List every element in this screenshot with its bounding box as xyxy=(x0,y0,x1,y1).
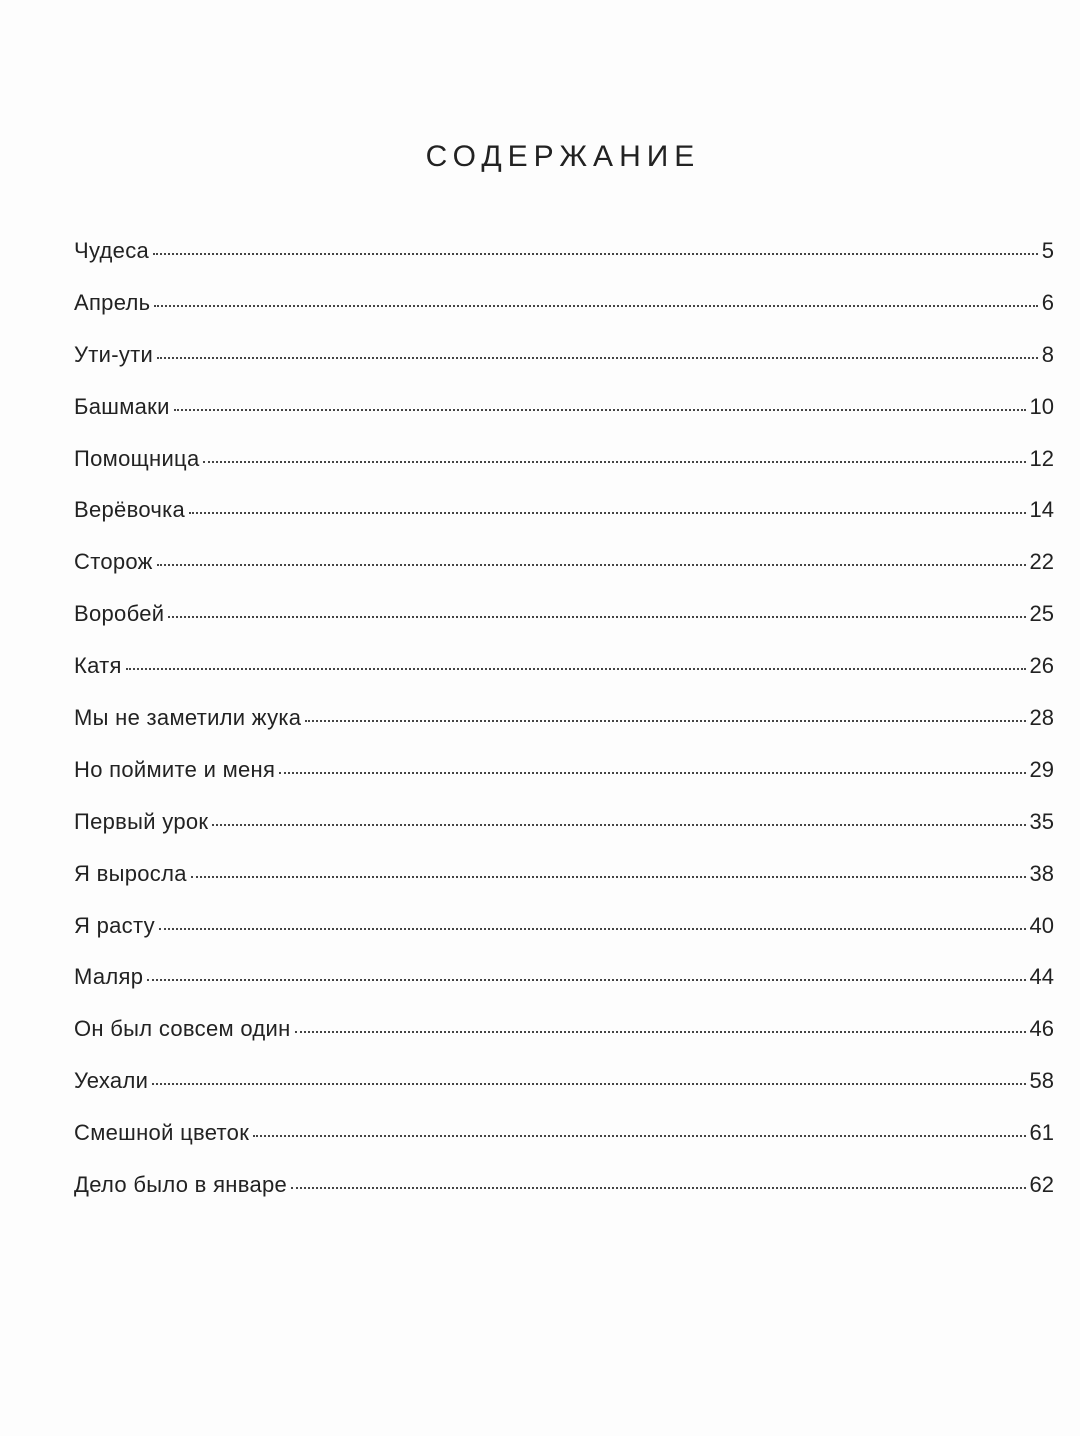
dot-leader xyxy=(157,357,1038,359)
toc-entry-title: Мы не заметили жука xyxy=(74,705,302,731)
toc-entry-title: Уехали xyxy=(74,1068,149,1094)
dot-leader xyxy=(152,1083,1025,1085)
toc-entry-title: Ути-ути xyxy=(74,341,154,367)
toc-entry-page: 26 xyxy=(1029,653,1054,679)
toc-entry xyxy=(74,653,1054,705)
dot-leader xyxy=(295,1031,1026,1033)
toc-entry xyxy=(74,1120,1054,1172)
toc-entry-title: Помощница xyxy=(74,445,200,471)
dot-leader xyxy=(168,616,1025,618)
dot-leader xyxy=(154,305,1037,307)
toc-entry-page: 38 xyxy=(1029,860,1054,886)
toc-entry xyxy=(74,601,1054,653)
toc-entry-page: 46 xyxy=(1029,1016,1054,1042)
toc-entry-page: 5 xyxy=(1041,238,1054,263)
table-of-contents xyxy=(74,238,1054,1224)
toc-entry xyxy=(74,446,1054,498)
page-title: СОДЕРЖАНИЕ xyxy=(425,140,701,173)
toc-entry xyxy=(74,705,1054,757)
toc-entry xyxy=(74,549,1054,601)
toc-entry xyxy=(74,913,1054,965)
toc-entry-title: Он был совсем один xyxy=(74,1016,291,1042)
dot-leader xyxy=(203,461,1025,463)
toc-entry xyxy=(74,861,1054,913)
toc-entry-page: 58 xyxy=(1029,1068,1054,1094)
toc-entry xyxy=(74,809,1054,861)
dot-leader xyxy=(159,928,1026,930)
toc-entry-title: Башмаки xyxy=(74,393,170,419)
toc-entry-title: Я расту xyxy=(74,912,155,938)
toc-entry-title: Сторож xyxy=(74,549,153,575)
toc-entry-page: 14 xyxy=(1029,497,1054,523)
toc-entry-page: 40 xyxy=(1029,912,1054,938)
dot-leader xyxy=(305,720,1025,722)
toc-entry xyxy=(74,1016,1054,1068)
toc-entry-title: Смешной цветок xyxy=(74,1120,250,1146)
toc-entry xyxy=(74,238,1054,290)
toc-entry xyxy=(74,394,1054,446)
toc-entry-title: Апрель xyxy=(74,289,151,315)
dot-leader xyxy=(191,876,1026,878)
dot-leader xyxy=(291,1187,1025,1189)
toc-entry xyxy=(74,290,1054,342)
toc-entry-page: 12 xyxy=(1029,445,1054,471)
toc-entry-page: 25 xyxy=(1029,601,1054,627)
toc-entry-title: Дело было в январе xyxy=(74,1172,288,1198)
toc-entry-title: Воробей xyxy=(74,601,165,627)
dot-leader xyxy=(147,979,1025,981)
toc-entry-page: 8 xyxy=(1041,341,1054,367)
toc-entry-title: Первый урок xyxy=(74,808,209,834)
toc-entry xyxy=(74,1172,1054,1224)
toc-entry-title: Но поймите и меня xyxy=(74,756,276,782)
toc-entry-page: 10 xyxy=(1029,393,1054,419)
toc-entry-page: 28 xyxy=(1029,705,1054,731)
toc-entry xyxy=(74,497,1054,549)
dot-leader xyxy=(253,1135,1025,1137)
toc-entry-page: 62 xyxy=(1029,1172,1054,1198)
toc-entry-page: 44 xyxy=(1029,964,1054,990)
dot-leader xyxy=(153,253,1038,255)
toc-entry-page: 35 xyxy=(1029,808,1054,834)
toc-entry xyxy=(74,964,1054,1016)
dot-leader xyxy=(157,564,1026,566)
toc-entry-page: 22 xyxy=(1029,549,1054,575)
toc-entry-page: 6 xyxy=(1041,289,1054,315)
dot-leader xyxy=(189,512,1025,514)
dot-leader xyxy=(126,668,1026,670)
toc-entry xyxy=(74,757,1054,809)
dot-leader xyxy=(279,772,1025,774)
toc-entry-title: Чудеса xyxy=(74,238,150,263)
dot-leader xyxy=(174,409,1026,411)
toc-entry-title: Я выросла xyxy=(74,860,187,886)
toc-entry-page: 61 xyxy=(1029,1120,1054,1146)
toc-entry xyxy=(74,342,1054,394)
toc-entry-title: Катя xyxy=(74,653,122,679)
toc-entry-title: Маляр xyxy=(74,964,144,990)
dot-leader xyxy=(212,824,1025,826)
toc-entry-title: Верёвочка xyxy=(74,497,186,523)
toc-entry-page: 29 xyxy=(1029,756,1054,782)
toc-entry xyxy=(74,1068,1054,1120)
